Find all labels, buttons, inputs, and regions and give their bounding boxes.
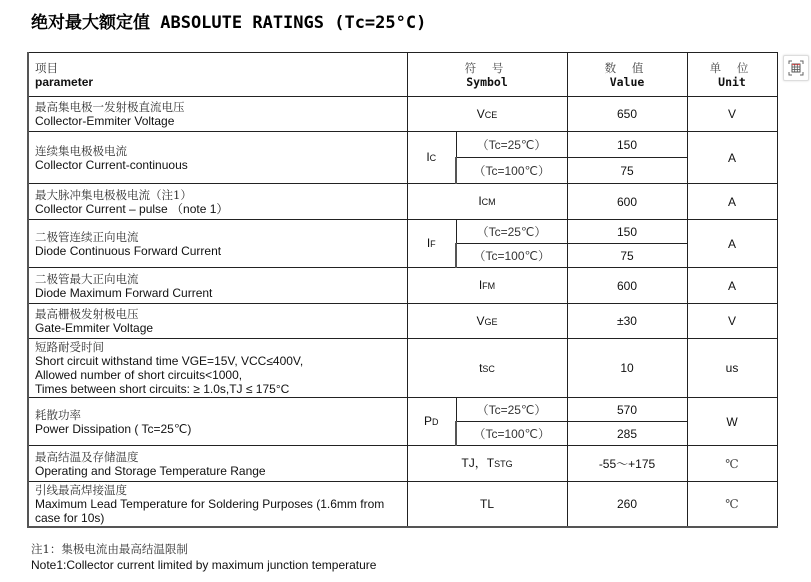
condition-cell: （Tc=25℃） [456,132,567,158]
symbol-cell: TL [407,482,567,528]
table-row: 二极管最大正向电流 Diode Maximum Forward Current IFM 600 A [28,268,777,304]
symbol-cell: IFM [407,268,567,304]
value-cell: -55～+175 [567,446,687,482]
table-extract-button[interactable] [783,55,809,81]
header-parameter: 项目 parameter [28,53,407,97]
condition-cell: （Tc=100℃） [456,244,567,268]
value-cell: 75 [567,244,687,268]
table-row: 最高栅极发射极电压 Gate-Emmiter Voltage VGE ±30 V [28,304,777,339]
table-row: 最高结温及存储温度 Operating and Storage Temperature Range TJ，TSTG -55～+175 ℃ [28,446,777,482]
symbol-cell: TJ，TSTG [407,446,567,482]
value-cell: 150 [567,132,687,158]
unit-cell: V [687,304,777,339]
unit-cell: V [687,97,777,132]
table-row: 引线最高焊接温度 Maximum Lead Temperature for Soldering Purposes (1.6mm from case for 10s) TL 260 ℃ [28,482,777,528]
value-cell: 285 [567,422,687,446]
value-cell: ±30 [567,304,687,339]
table-extract-icon [788,60,804,76]
condition-cell: （Tc=25℃） [456,220,567,244]
symbol-cell: VGE [407,304,567,339]
unit-cell: A [687,268,777,304]
value-cell: 10 [567,339,687,398]
value-cell: 600 [567,184,687,220]
symbol-cell: VCE [407,97,567,132]
unit-cell: A [687,132,777,184]
unit-cell: us [687,339,777,398]
value-cell: 150 [567,220,687,244]
table-row: 最高集电极一发射极直流电压 Collector-Emmiter Voltage VCE 650 V [28,97,777,132]
absolute-ratings-table [27,52,778,528]
unit-cell: A [687,184,777,220]
unit-cell: ℃ [687,482,777,528]
table-row: 连续集电极极电流 Collector Current-continuous IC （Tc=25℃） 150 A [28,132,777,158]
value-cell: 75 [567,158,687,184]
table-row: 耗散功率 Power Dissipation ( Tc=25℃) PD （Tc=25℃） 570 W [28,398,777,422]
symbol-cell: IF [407,220,456,268]
header-value: 数 值 Value [567,53,687,97]
table-row: 二极管连续正向电流 Diode Continuous Forward Current IF （Tc=25℃） 150 A [28,220,777,244]
symbol-cell: tSC [407,339,567,398]
value-cell: 600 [567,268,687,304]
symbol-cell: PD [407,398,456,446]
symbol-cell: ICM [407,184,567,220]
unit-cell: ℃ [687,446,777,482]
table-header-row [28,53,777,97]
value-cell: 650 [567,97,687,132]
table-row: 短路耐受时间 Short circuit withstand time VGE=15V, VCC≤400V, Allowed number of short circuits<1000, Times between short circuits: ≥ 1.0s,TJ ≤ 175°C tSC 10 us [28,339,777,398]
symbol-cell: IC [407,132,456,184]
value-cell: 570 [567,398,687,422]
condition-cell: （Tc=100℃） [456,422,567,446]
footnote: 注1：集极电流由最高结温限制 Note1:Collector current limited by maximum junction temperature [31,542,377,572]
unit-cell: A [687,220,777,268]
header-unit: 单 位 Unit [687,53,777,97]
table-row: 最大脉冲集电极极电流（注1） Collector Current – pulse （note 1） ICM 600 A [28,184,777,220]
header-symbol: 符 号 Symbol [407,53,567,97]
unit-cell: W [687,398,777,446]
page-title: 绝对最大额定值 ABSOLUTE RATINGS (Tc=25°C) [31,13,427,33]
condition-cell: （Tc=25℃） [456,398,567,422]
condition-cell: （Tc=100℃） [456,158,567,184]
value-cell: 260 [567,482,687,528]
